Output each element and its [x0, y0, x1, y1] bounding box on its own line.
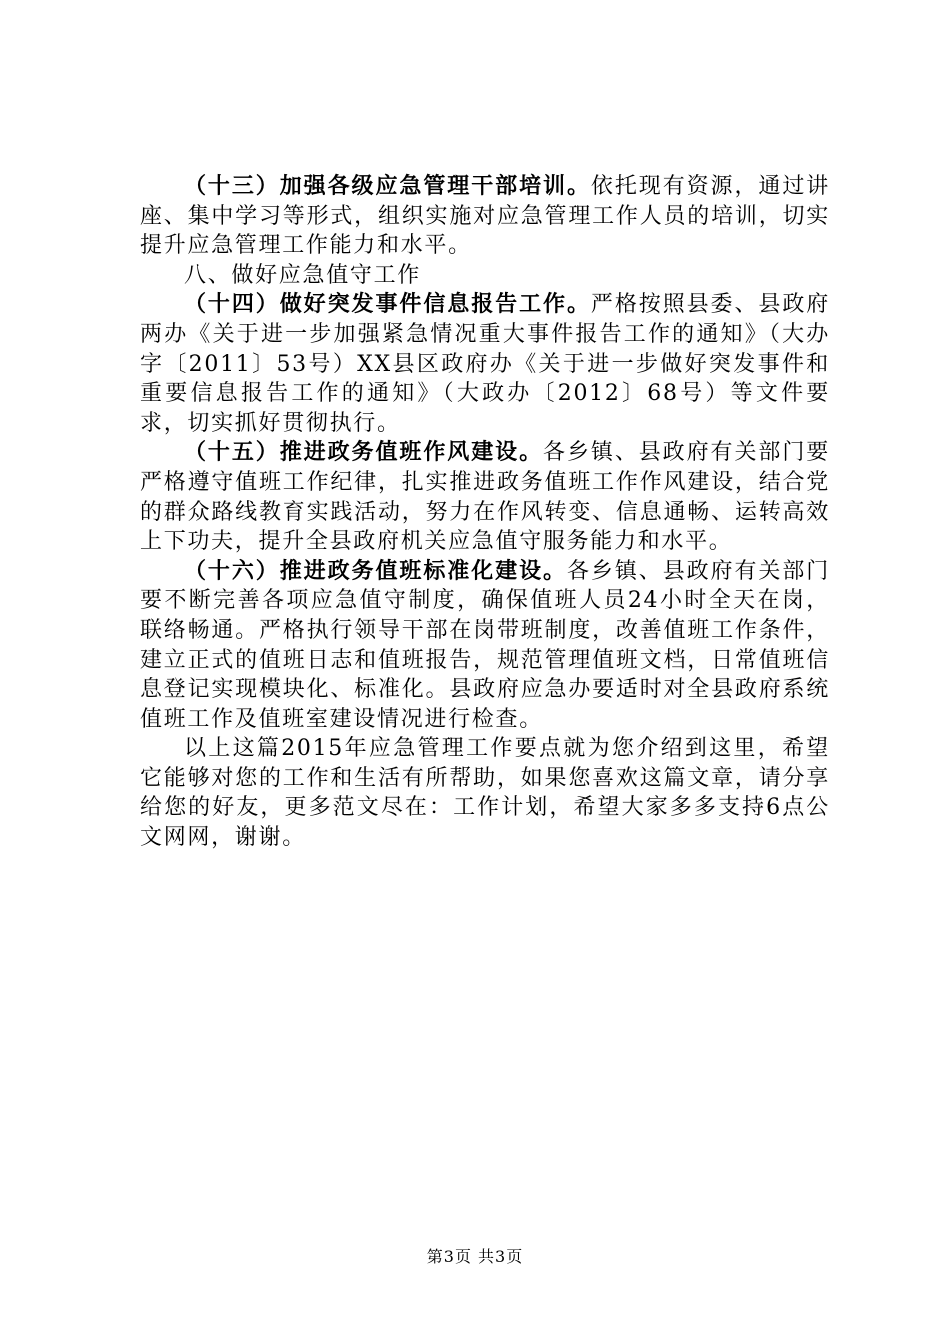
section-heading-8-text: 八、做好应急值守工作 [184, 262, 422, 288]
section-heading-8 [140, 261, 830, 291]
paragraph-13-lead: （十三）加强各级应急管理干部培训。 [184, 174, 591, 199]
paragraph-13 [140, 172, 830, 261]
paragraph-14-lead: （十四）做好突发事件信息报告工作。 [184, 292, 591, 318]
paragraph-14-body: 严格按照县委、县政府两办《关于进一步加强紧急情况重大事件报告工作的通知》（大办字〔2011〕53号）XX县区政府办《关于进一步做好突发事件和重要信息报告工作的通知》（大政办〔2012〕68号）等文件要求，切实抓好贯彻执行。 [140, 292, 830, 436]
paragraph-15 [140, 438, 830, 556]
paragraph-13-body: 依托现有资源，通过讲座、集中学习等形式，组织实施对应急管理工作人员的培训，切实提升应急管理工作能力和水平。 [140, 174, 830, 259]
page-footer: 第3页 共3页 [426, 1247, 524, 1266]
paragraph-14 [140, 290, 830, 438]
paragraph-16-body: 各乡镇、县政府有关部门要不断完善各项应急值守制度，确保值班人员24小时全天在岗，联络畅通。严格执行领导干部在岗带班制度，改善值班工作条件，建立正式的值班日志和值班报告，规范管理值班文档，日常值班信息登记实现模块化、标准化。县政府应急办要适时对全县政府系统值班工作及值班室建设情况进行检查。 [140, 558, 830, 732]
paragraph-15-body: 各乡镇、县政府有关部门要严格遵守值班工作纪律，扎实推进政务值班工作作风建设，结合党的群众路线教育实践活动，努力在作风转变、信息通畅、运转高效上下功夫，提升全县政府机关应急值守服务能力和水平。 [140, 440, 830, 555]
paragraph-16 [140, 557, 830, 735]
paragraph-15-lead: （十五）推进政务值班作风建设。 [184, 440, 544, 466]
document-body [140, 172, 830, 853]
paragraph-16-lead: （十六）推进政务值班标准化建设。 [184, 558, 567, 584]
closing-paragraph-body: 以上这篇2015年应急管理工作要点就为您介绍到这里，希望它能够对您的工作和生活有所帮助，如果您喜欢这篇文章，请分享给您的好友，更多范文尽在：工作计划，希望大家多多支持6点公文网网，谢谢。 [140, 736, 830, 851]
closing-paragraph [140, 734, 830, 852]
